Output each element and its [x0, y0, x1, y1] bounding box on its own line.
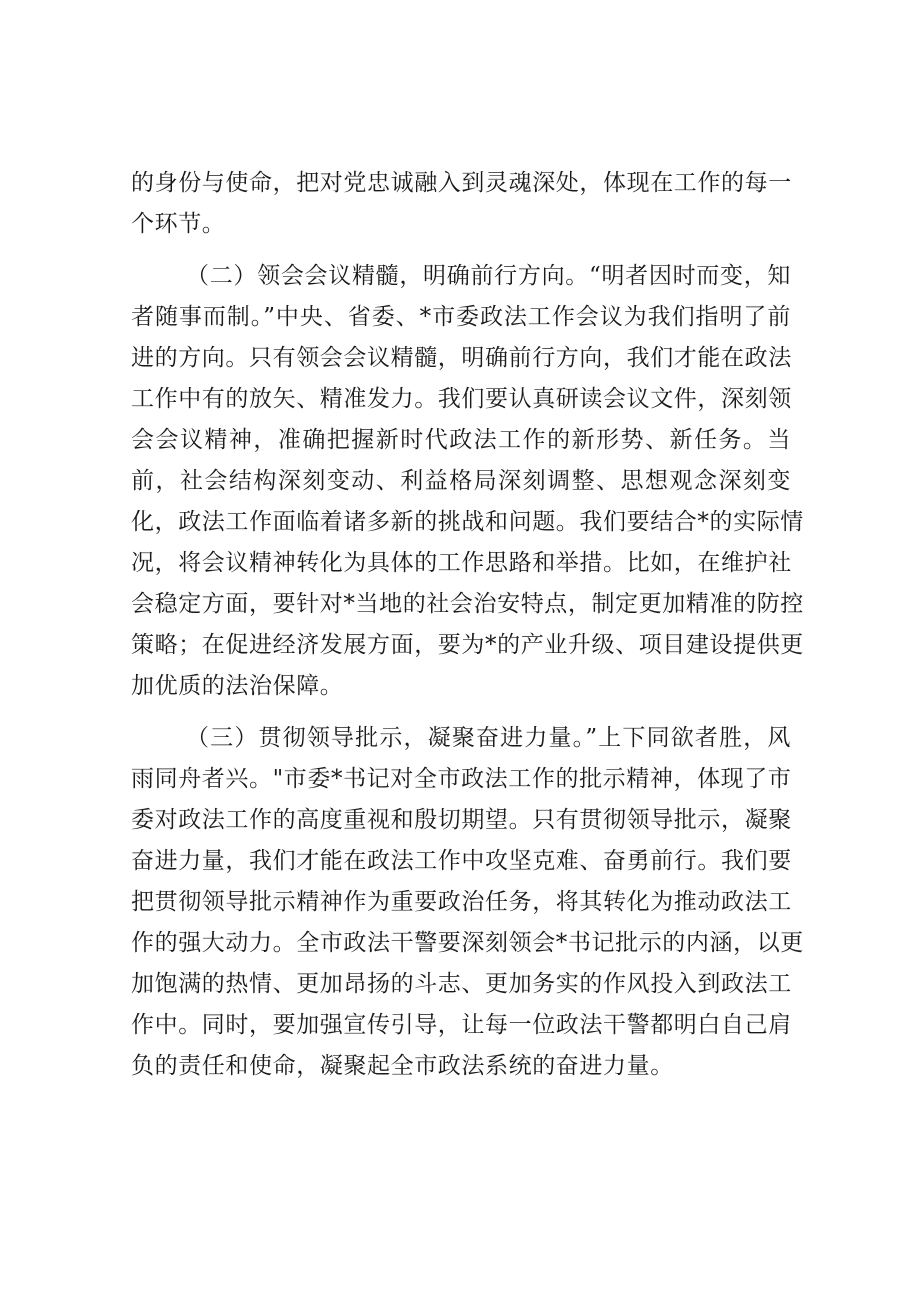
- paragraph-1-line-2: 个环节。: [131, 211, 226, 237]
- paragraph-2-line-11: 加优质的法治保障。: [131, 673, 344, 699]
- paragraph-3-line-5: 把贯彻领导批示精神作为重要政治任务，将其转化为推动政法工: [131, 889, 792, 915]
- paragraph-1-line-1: 的身份与使命，把对党忠诚融入到灵魂深处，体现在工作的每一: [131, 170, 792, 196]
- paragraph-3-line-2: 雨同舟者兴。"市委*书记对全市政法工作的批示精神，体现了市: [131, 766, 792, 792]
- paragraph-2-line-2: 者随事而制。”中央、省委、*市委政法工作会议为我们指明了前: [131, 304, 791, 330]
- paragraph-2-line-7: 化，政法工作面临着诸多新的挑战和问题。我们要结合*的实际情: [131, 509, 804, 535]
- paragraph-2-line-5: 会会议精神，准确把握新时代政法工作的新形势、新任务。当: [131, 427, 791, 453]
- paragraph-3-line-7: 加饱满的热情、更加昂扬的斗志、更加务实的作风投入到政法工: [131, 971, 792, 997]
- paragraph-3-line-9: 负的责任和使命，凝聚起全市政法系统的奋进力量。: [131, 1053, 674, 1079]
- paragraph-2-line-8: 况，将会议精神转化为具体的工作思路和举措。比如，在维护社: [131, 550, 792, 576]
- paragraph-2-line-4: 工作中有的放矢、精准发力。我们要认真研读会议文件，深刻领: [131, 386, 792, 412]
- paragraph-3-line-8: 作中。同时，要加强宣传引导，让每一位政法干警都明白自己肩: [131, 1012, 792, 1038]
- paragraph-2-line-10: 策略；在促进经济发展方面，要为*的产业升级、项目建设提供更: [131, 632, 804, 658]
- paragraph-2-line-1: （二）领会会议精髓，明确前行方向。“明者因时而变，知: [186, 263, 791, 289]
- paragraph-3-line-3: 委对政法工作的高度重视和殷切期望。只有贯彻领导批示，凝聚: [131, 807, 792, 833]
- paragraph-3-line-1: （三）贯彻领导批示，凝聚奋进力量。”上下同欲者胜，风: [186, 725, 791, 751]
- paragraph-2-line-6: 前，社会结构深刻变动、利益格局深刻调整、思想观念深刻变: [131, 468, 791, 494]
- paragraph-3-line-6: 作的强大动力。全市政法干警要深刻领会*书记批示的内涵，以更: [131, 930, 804, 956]
- paragraph-2-line-3: 进的方向。只有领会会议精髓，明确前行方向，我们才能在政法: [131, 345, 792, 371]
- paragraph-3-line-4: 奋进力量，我们才能在政法工作中攻坚克难、奋勇前行。我们要: [131, 848, 792, 874]
- paragraph-2-line-9: 会稳定方面，要针对*当地的社会治安特点，制定更加精准的防控: [131, 591, 804, 617]
